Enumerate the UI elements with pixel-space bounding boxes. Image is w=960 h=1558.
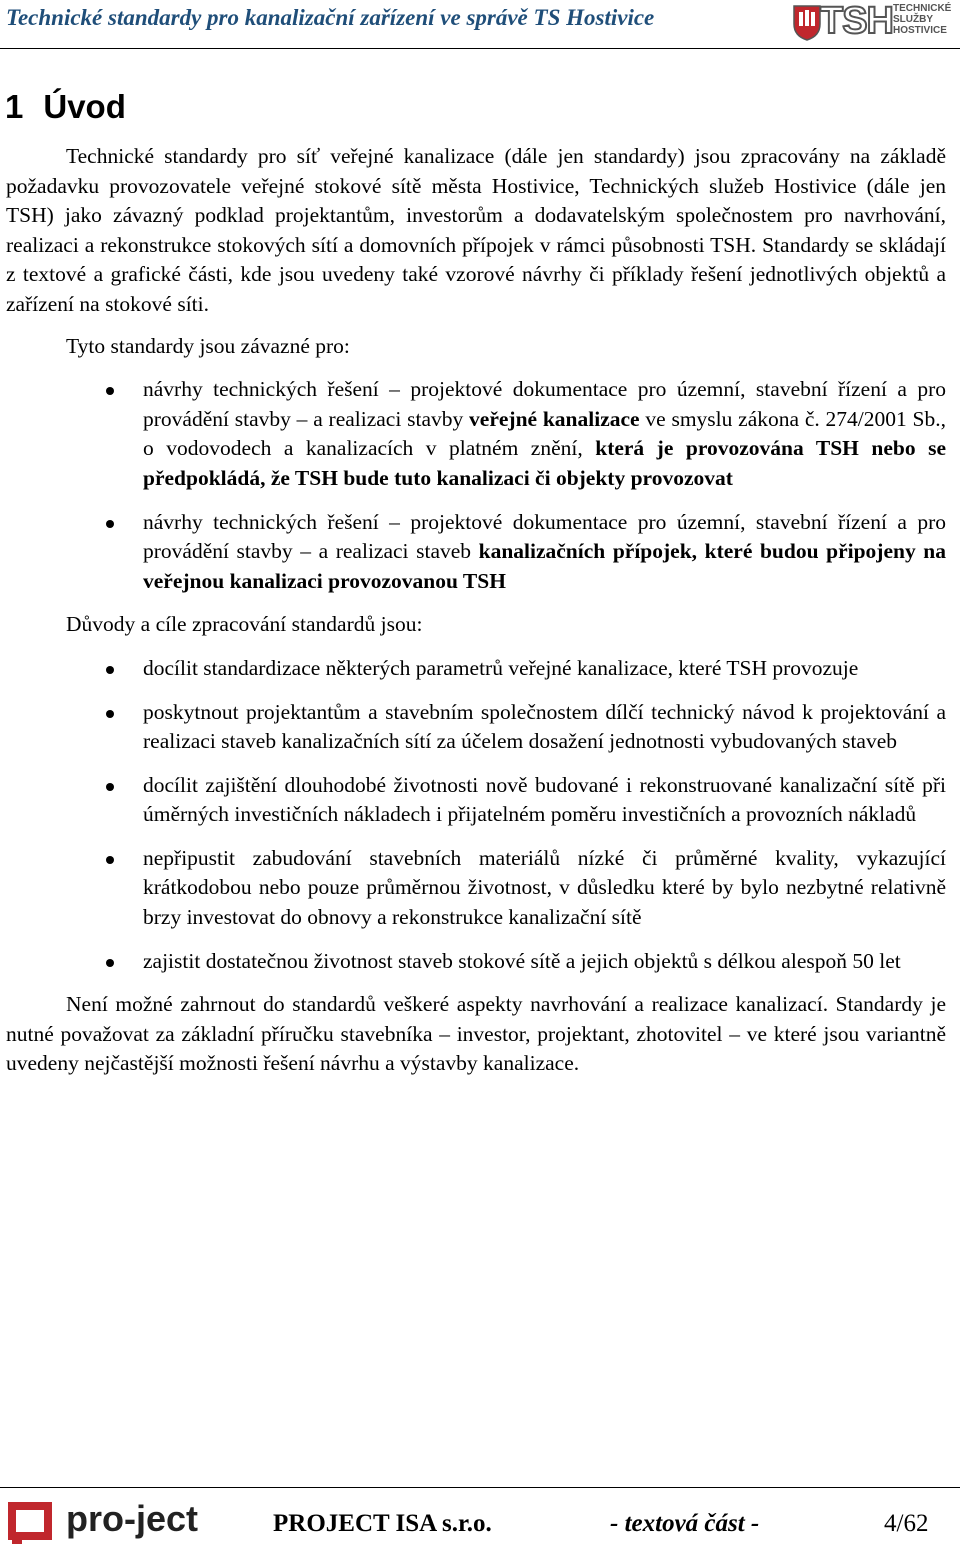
goals-lead: Důvody a cíle zpracování standardů jsou:: [66, 612, 423, 637]
tsh-logo-line3: HOSTIVICE: [893, 25, 947, 36]
footer-company: PROJECT ISA s.r.o.: [273, 1510, 492, 1537]
binding-list: [6, 375, 946, 596]
header-title: Technické standardy pro kanalizační zařízení ve správě TS Hostivice: [6, 5, 655, 30]
bullet-icon: [106, 520, 114, 528]
bullet-icon: [106, 710, 114, 718]
tsh-logo-abbr: TSH: [820, 0, 893, 42]
tsh-logo-line2: SLUŽBY: [893, 14, 933, 25]
list-item: docílit standardizace některých parametrů veřejné kanalizace, které TSH provozuje: [6, 654, 946, 684]
tsh-logo-text: [893, 3, 951, 36]
binding-lead: Tyto standardy jsou závazné pro:: [66, 333, 350, 358]
page-number: 4/62: [884, 1510, 929, 1537]
page-header: [0, 0, 960, 49]
section-heading: [5, 88, 126, 126]
project-logo: [8, 1498, 199, 1551]
footer-part: - textová část -: [610, 1510, 760, 1537]
project-logo-text: pro-ject: [66, 1498, 199, 1539]
tsh-logo: [790, 2, 958, 44]
intro-paragraph: Technické standardy pro síť veřejné kanalizace (dále jen standardy) jsou zpracovány na základě požadavku provozovatele veřejné stokové sítě města Hostivice, Technických služeb Hostivice (dále jen TSH) jako závazný podklad projektantům, investorům a dodavatelským společnostem pro navrhování, realizaci a rekonstrukce stokových sítí a domovních přípojek v rámci působnosti TSH. Standardy se skládají z textové a grafické části, kde jsou uvedeny také vzorové návrhy či příklady řešení jednotlivých objektů a zařízení na stokové síti.: [6, 144, 946, 316]
page-body: [6, 142, 946, 1079]
bullet-icon: [106, 387, 114, 395]
page-footer: [0, 1487, 960, 1558]
tsh-logo-line1: TECHNICKÉ: [893, 3, 952, 14]
project-logo-icon: [8, 1502, 58, 1546]
crest-icon: [792, 4, 822, 42]
list-item: návrhy technických řešení – projektové dokumentace pro územní, stavební řízení a pro provádění stavby – a realizaci stavby veřejné kanalizace ve smyslu zákona č. 274/2001 Sb., o vodovodech a kanalizacích v platném znění, která je provozována TSH nebo se předpokládá, že TSH bude tuto kanalizaci či objekty provozovat: [6, 375, 946, 493]
bullet-icon: [106, 783, 114, 791]
bullet-icon: [106, 856, 114, 864]
goals-list: [6, 654, 946, 976]
list-item: docílit zajištění dlouhodobé životnosti nově budované i rekonstruované kanalizační sítě při úměrných investičních nákladech i přijatelném poměru investičních a provozních nákladů: [6, 771, 946, 830]
list-item: zajistit dostatečnou životnost staveb stokové sítě a jejich objektů s délkou alespoň 50 let: [6, 947, 946, 977]
list-item: poskytnout projektantům a stavebním společnostem dílčí technický návod k projektování a realizaci staveb kanalizačních sítí za účelem dosažení jednotnosti vybudovaných staveb: [6, 698, 946, 757]
bullet-icon: [106, 959, 114, 967]
closing-paragraph: Není možné zahrnout do standardů veškeré aspekty navrhování a realizace kanalizací. Standardy je nutné považovat za základní příručku stavebníka – investor, projektant, zhotovitel – ve které jsou variantně uvedeny nejčastější možnosti řešení návrhu a výstavby kanalizace.: [6, 992, 946, 1076]
bullet-icon: [106, 666, 114, 674]
list-item: návrhy technických řešení – projektové dokumentace pro územní, stavební řízení a pro provádění stavby – a realizaci staveb kanalizačních přípojek, které budou připojeny na veřejnou kanalizaci provozovanou TSH: [6, 508, 946, 597]
section-title: Úvod: [43, 88, 126, 125]
list-item: nepřipustit zabudování stavebních materiálů nízké či průměrné kvality, vykazující krátkodobou nebo pouze průměrnou životnost, v důsledku které by bylo nezbytné relativně brzy investovat do obnovy a rekonstrukce kanalizační sítě: [6, 844, 946, 933]
section-number: 1: [5, 88, 24, 125]
